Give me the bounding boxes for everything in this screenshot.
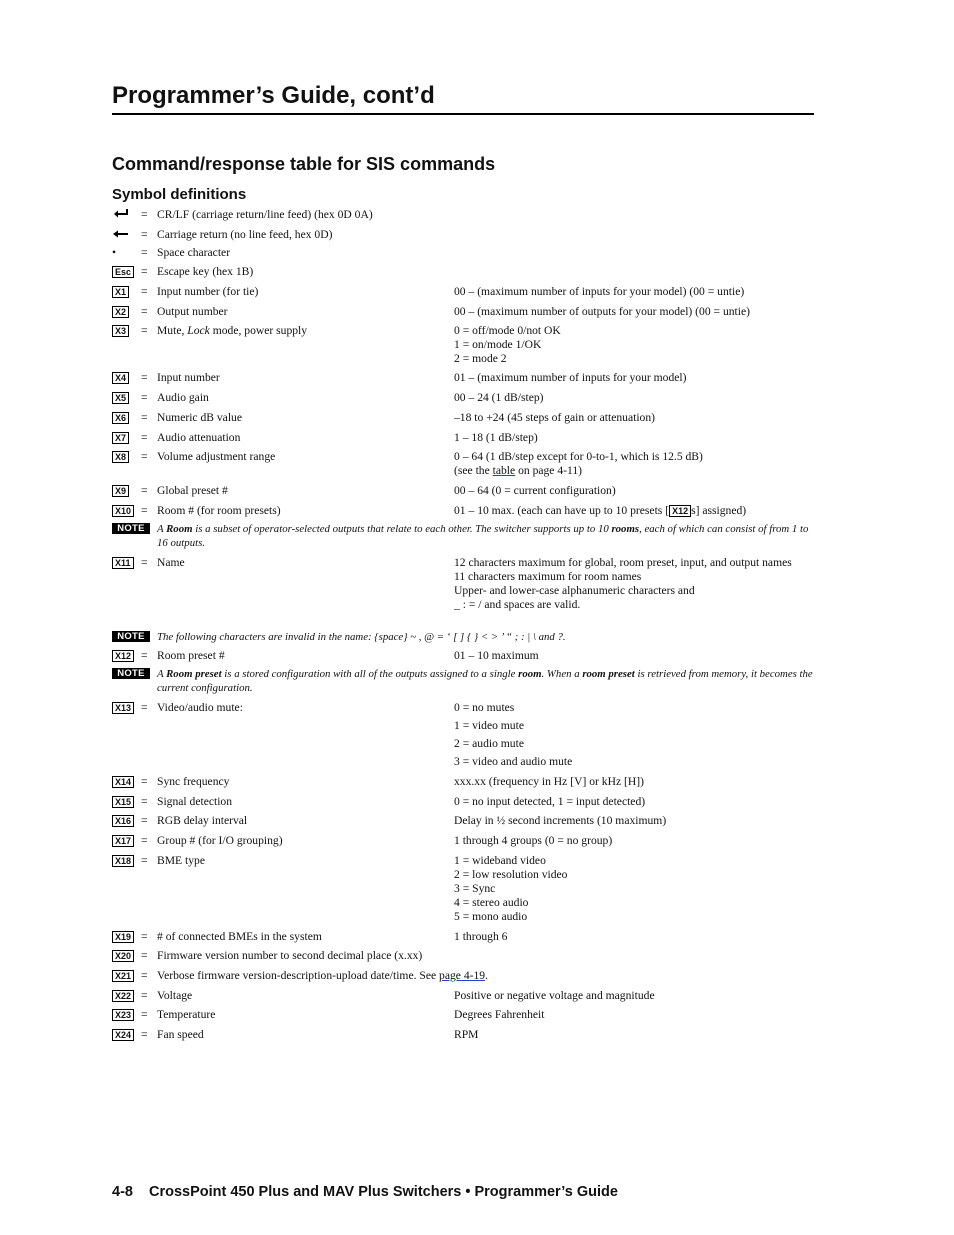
symbol-desc: Fan speed [157, 1028, 204, 1041]
symbol-desc: Temperature [157, 1008, 216, 1021]
symbol-value: 1 through 4 groups (0 = no group) [454, 834, 613, 847]
symbol-value: Degrees Fahrenheit [454, 1008, 545, 1021]
equals-sign: = [141, 504, 148, 517]
variable-badge: X12 [112, 650, 134, 662]
note-badge: NOTE [112, 668, 150, 679]
note-badge: NOTE [112, 631, 150, 642]
symbol-desc: Mute, Lock mode, power supply [157, 324, 308, 337]
symbol-value: 00 – (maximum number of outputs for your model) (00 = untie) [454, 305, 751, 318]
variable-badge: X18 [112, 855, 134, 867]
subsection-heading: Symbol definitions [112, 186, 247, 203]
symbol-value: RPM [454, 1028, 479, 1041]
symbol-value: 1 – 18 (1 dB/step) [454, 431, 538, 444]
equals-sign: = [141, 775, 148, 788]
symbol-desc: Audio attenuation [157, 431, 241, 444]
esc-key-badge: Esc [112, 266, 134, 278]
equals-sign: = [141, 431, 148, 444]
symbol-desc: Volume adjustment range [157, 450, 276, 463]
equals-sign: = [141, 228, 148, 241]
variable-badge: X19 [112, 931, 134, 943]
equals-sign: = [141, 969, 148, 982]
variable-badge: X8 [112, 451, 129, 463]
equals-sign: = [141, 450, 148, 463]
note-badge: NOTE [112, 523, 150, 534]
symbol-desc: Verbose firmware version-description-upload date/time. See page 4-19. [157, 969, 488, 982]
variable-badge: X4 [112, 372, 129, 384]
equals-sign: = [141, 930, 148, 943]
equals-sign: = [141, 411, 148, 424]
variable-badge: X17 [112, 835, 134, 847]
note-text: The following characters are invalid in the name: {space} ~ , @ = ‘ [ ] { } < > ’ “ ; : | \ and ?. [157, 631, 566, 643]
symbol-value: –18 to +24 (45 steps of gain or attenuation) [454, 411, 656, 424]
symbol-desc: Numeric dB value [157, 411, 242, 424]
equals-sign: = [141, 949, 148, 962]
equals-sign: = [141, 795, 148, 808]
symbol-desc: Voltage [157, 989, 193, 1002]
equals-sign: = [141, 285, 148, 298]
symbol-desc: Signal detection [157, 795, 233, 808]
symbol-desc: Room preset # [157, 649, 225, 662]
symbol-value: Delay in ½ second increments (10 maximum) [454, 814, 667, 827]
equals-sign: = [141, 649, 148, 662]
variable-badge: X2 [112, 306, 129, 318]
page-title: Programmer’s Guide, cont’d [112, 82, 435, 109]
variable-badge: X5 [112, 392, 129, 404]
symbol-desc: Sync frequency [157, 775, 230, 788]
symbol-value: 01 – (maximum number of inputs for your model) [454, 371, 687, 384]
equals-sign: = [141, 324, 148, 337]
symbol-value: 0 = no mutes 1 = video mute 2 = audio mute 3 = video and audio mute [454, 701, 573, 768]
symbol-desc: Space character [157, 246, 231, 259]
symbol-desc: Name [157, 556, 185, 569]
variable-badge: X24 [112, 1029, 134, 1041]
equals-sign: = [141, 305, 148, 318]
crlf-icon [112, 208, 130, 224]
cr-arrow-icon [112, 228, 130, 244]
variable-badge: X14 [112, 776, 134, 788]
table-link[interactable]: table [492, 464, 516, 477]
symbol-value: 0 = no input detected, 1 = input detected) [454, 795, 646, 808]
symbol-desc: Firmware version number to second decimal place (x.xx) [157, 949, 423, 962]
symbol-desc: RGB delay interval [157, 814, 248, 827]
variable-badge: X16 [112, 815, 134, 827]
page-footer [112, 1184, 618, 1200]
symbol-value: 12 characters maximum for global, room preset, input, and output names 11 characters maximum for room names Upper- and lower-case alphanumeric characters and _ : = / and spaces are valid. [454, 556, 792, 611]
symbol-desc: Global preset # [157, 484, 228, 497]
equals-sign: = [141, 989, 148, 1002]
equals-sign: = [141, 265, 148, 278]
variable-badge: X7 [112, 432, 129, 444]
symbol-value: 1 = wideband video 2 = low resolution video 3 = Sync 4 = stereo audio 5 = mono audio [454, 854, 568, 923]
variable-badge: X3 [112, 325, 129, 337]
note-text: A Room preset is a stored configuration with all of the outputs assigned to a single room. When a room preset is retrieved from memory, it becomes the current configuration. [157, 668, 813, 694]
symbol-value: Positive or negative voltage and magnitude [454, 989, 655, 1002]
section-heading: Command/response table for SIS commands [112, 154, 496, 174]
variable-badge: X11 [112, 557, 134, 569]
symbol-desc: Audio gain [157, 391, 209, 404]
symbol-value: 00 – 64 (0 = current configuration) [454, 484, 616, 497]
variable-badge: X1 [112, 286, 129, 298]
symbol-desc: CR/LF (carriage return/line feed) (hex 0D 0A) [157, 208, 373, 221]
variable-badge: X15 [112, 796, 134, 808]
equals-sign: = [141, 834, 148, 847]
variable-badge: X13 [112, 702, 134, 714]
variable-badge: X9 [112, 485, 129, 497]
symbol-value: 0 – 64 (1 dB/step except for 0-to-1, which is 12.5 dB) (see the table on page 4-11) [454, 450, 703, 477]
footer-title: CrossPoint 450 Plus and MAV Plus Switchers • Programmer’s Guide [148, 1184, 618, 1200]
equals-sign: = [141, 556, 148, 569]
variable-badge: X22 [112, 990, 134, 1002]
symbol-desc: Room # (for room presets) [157, 504, 281, 517]
symbol-desc: Escape key (hex 1B) [157, 265, 254, 278]
symbol-value: 01 – 10 maximum [454, 649, 539, 662]
space-bullet-icon: • [112, 246, 117, 259]
note-text: A Room is a subset of operator-selected outputs that relate to each other. The switcher supports up to 10 rooms, each of which can consist of from 1 to 16 outputs. [157, 523, 809, 549]
equals-sign: = [141, 371, 148, 384]
symbol-value: 01 – 10 max. (each can have up to 10 presets [ X12 s] assigned) [454, 504, 747, 517]
symbol-value: 0 = off/mode 0/not OK 1 = on/mode 1/OK 2 = mode 2 [454, 324, 561, 365]
variable-badge: X6 [112, 412, 129, 424]
title-rule [112, 113, 814, 115]
equals-sign: = [141, 854, 148, 867]
equals-sign: = [141, 701, 148, 714]
symbol-desc: Input number [157, 371, 220, 384]
variable-badge: X23 [112, 1009, 134, 1021]
equals-sign: = [141, 814, 148, 827]
symbol-desc: Group # (for I/O grouping) [157, 834, 283, 847]
symbol-desc: BME type [157, 854, 205, 867]
symbol-value: 1 through 6 [454, 930, 508, 943]
equals-sign: = [141, 1008, 148, 1021]
symbol-value: 00 – (maximum number of inputs for your model) (00 = untie) [454, 285, 745, 298]
symbol-desc: Carriage return (no line feed, hex 0D) [157, 228, 333, 241]
symbol-value: 00 – 24 (1 dB/step) [454, 391, 544, 404]
equals-sign: = [141, 484, 148, 497]
variable-badge: X21 [112, 970, 134, 982]
symbol-desc: # of connected BMEs in the system [157, 930, 322, 943]
symbol-desc: Input number (for tie) [157, 285, 259, 298]
variable-badge: X12 [669, 505, 691, 517]
equals-sign: = [141, 1028, 148, 1041]
page-number: 4-8 [112, 1184, 133, 1200]
variable-badge: X10 [112, 505, 134, 517]
symbol-desc: Video/audio mute: [157, 701, 243, 714]
equals-sign: = [141, 208, 148, 221]
symbol-desc: Output number [157, 305, 228, 318]
variable-badge: X20 [112, 950, 134, 962]
equals-sign: = [141, 246, 148, 259]
page-4-19-link[interactable]: page 4-19 [439, 969, 486, 982]
symbol-value: xxx.xx (frequency in Hz [V] or kHz [H]) [454, 775, 644, 788]
equals-sign: = [141, 391, 148, 404]
